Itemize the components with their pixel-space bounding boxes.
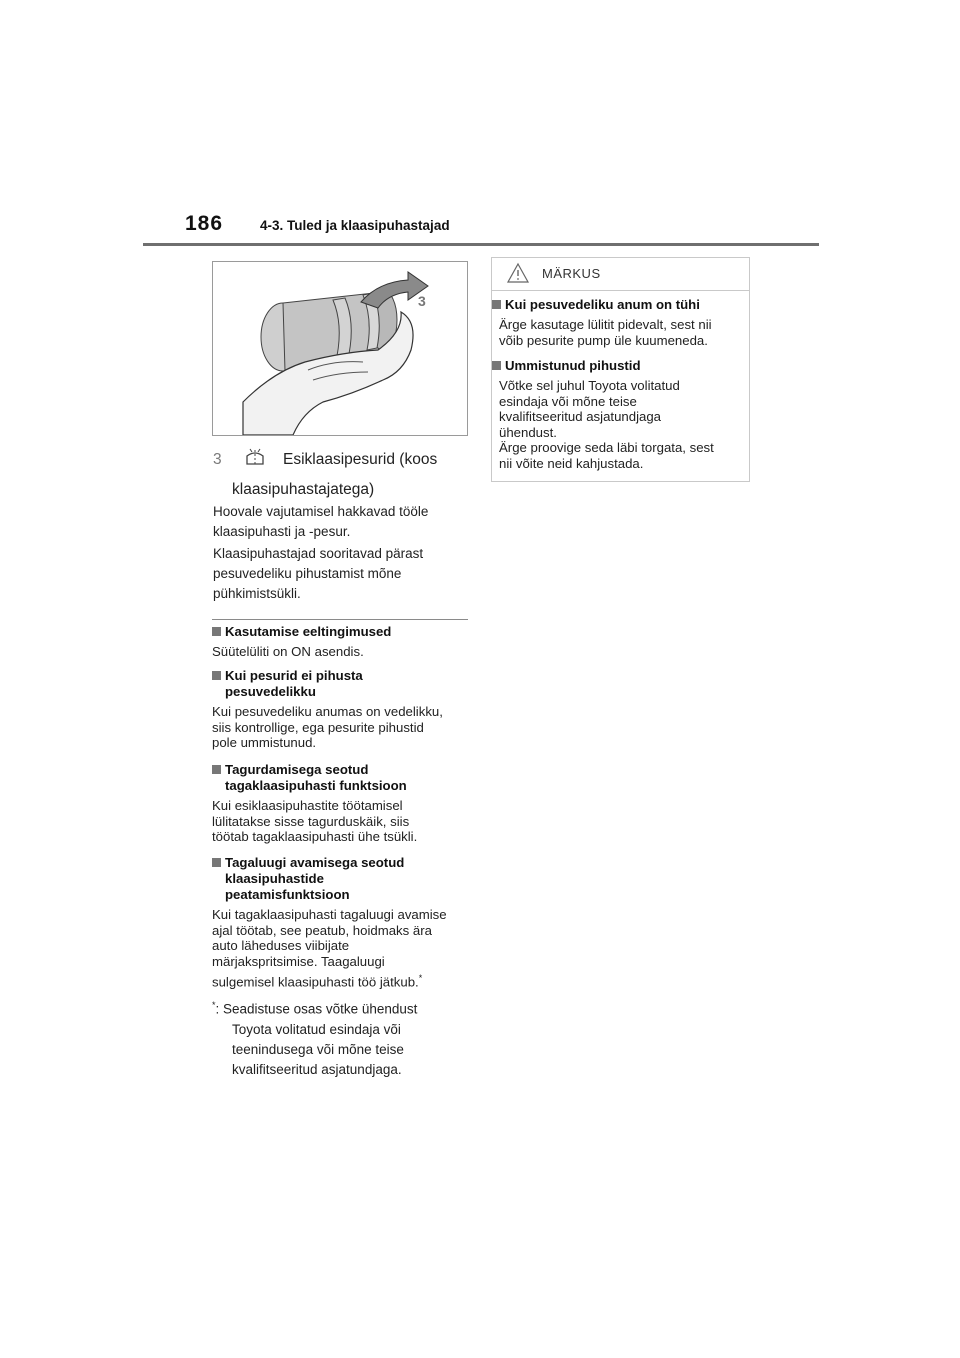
footnote (212, 995, 472, 1080)
item-title-line1: Esiklaasipesurid (koos (283, 451, 438, 468)
square-bullet-icon (212, 765, 221, 774)
section-body-line: pole ummistunud. (212, 735, 317, 750)
section-title: 4-3. Tuled ja klaasipuhastajad (260, 218, 450, 233)
square-bullet-icon (212, 627, 221, 636)
section-heading: Kasutamise eeltingimused (212, 624, 472, 640)
notice-heading: Kui pesuvedeliku anum on tühi (492, 297, 749, 313)
warning-triangle-icon (506, 262, 530, 289)
footnote-line: kvalifitseeritud asjatundjaga. (232, 1061, 402, 1077)
notice-title: MÄRKUS (542, 266, 601, 281)
notice-body-line: esindaja või mõne teise (499, 393, 637, 409)
section-body-line: Kui tagaklaasipuhasti tagaluugi avamise (212, 907, 447, 922)
section-heading: Tagurdamisega seotud (212, 762, 472, 778)
section-body-line: Kui esiklaasipuhastite töötamisel (212, 798, 403, 813)
section-body-line: lülitatakse sisse tagurduskäik, siis (212, 813, 410, 829)
item-description-2: Klaasipuhastajad sooritavad pärast pesuvedeliku pihustamist mõne pühkimistsükli. (213, 546, 424, 601)
footnote-line: teenindusega või mõne teise (232, 1041, 404, 1057)
footnote-line: *: Seadistuse osas võtke ühendust (212, 1000, 418, 1017)
section-no-spray (212, 668, 472, 751)
item-title-line2: klaasipuhastajatega) (232, 481, 375, 498)
section-heading: Kui pesurid ei pihusta (212, 668, 472, 684)
section-heading-line2: tagaklaasipuhasti funktsioon (225, 778, 407, 793)
section-body-line: märjakspritsimise. Taagaluugi (212, 953, 385, 969)
section-body-line: töötab tagaklaasipuhasti ühe tsükli. (212, 829, 418, 844)
section-body-line: ajal töötab, see peatub, hoidmaks ära (212, 922, 432, 938)
section-tailgate-stop (212, 855, 474, 990)
section-reverse-wiper (212, 762, 472, 845)
item-description-1: Hoovale vajutamisel hakkavad tööle klaasipuhasti ja -pesur. (213, 504, 429, 539)
washer-lever-illustration (213, 262, 467, 435)
square-bullet-icon (492, 361, 501, 370)
section-body-line: sulgemisel klaasipuhasti töö jätkub.* (212, 973, 423, 990)
section-body-line: siis kontrollige, ega pesurite pihustid (212, 719, 424, 735)
notice-body-line: võib pesurite pump üle kuumeneda. (499, 332, 708, 348)
square-bullet-icon (212, 858, 221, 867)
section-body-line: Kui pesuvedeliku anumas on vedelikku, (212, 704, 443, 719)
header-divider (143, 243, 819, 246)
section-conditions (212, 624, 472, 660)
notice-body-line: Võtke sel juhul Toyota volitatud (499, 378, 680, 393)
notice-body-line: kvalifitseeritud asjatundjaga (499, 409, 662, 424)
footnote-line: Toyota volitatud esindaja või (232, 1021, 401, 1037)
notice-body-line: ühendust. (499, 424, 557, 440)
washer-spray-icon (244, 447, 266, 474)
section-heading: Tagaluugi avamisega seotud (212, 855, 474, 871)
notice-body-line: nii võite neid kahjustada. (499, 455, 644, 471)
notice-body-line: Ärge proovige seda läbi torgata, sest (499, 440, 714, 455)
square-bullet-icon (212, 671, 221, 680)
section-heading-line3: peatamisfunktsioon (225, 887, 350, 902)
notice-box (491, 257, 750, 482)
section-heading-line2: klaasipuhastide (225, 871, 324, 886)
square-bullet-icon (492, 300, 501, 309)
notice-heading: Ummistunud pihustid (492, 358, 749, 374)
item-number: 3 (213, 451, 222, 468)
page-number: 186 (185, 212, 224, 235)
footnote-marker: * (418, 973, 423, 983)
section-heading-line2: pesuvedelikku (225, 684, 316, 699)
notice-header (492, 258, 749, 291)
section-divider (212, 619, 468, 620)
figure-callout: 3 (418, 293, 426, 309)
section-body-line: auto läheduses viibijate (212, 938, 350, 953)
section-body: Süütelüliti on ON asendis. (212, 644, 364, 659)
washer-lever-figure (212, 261, 468, 436)
notice-body-line: Ärge kasutage lülitit pidevalt, sest nii (499, 317, 712, 332)
